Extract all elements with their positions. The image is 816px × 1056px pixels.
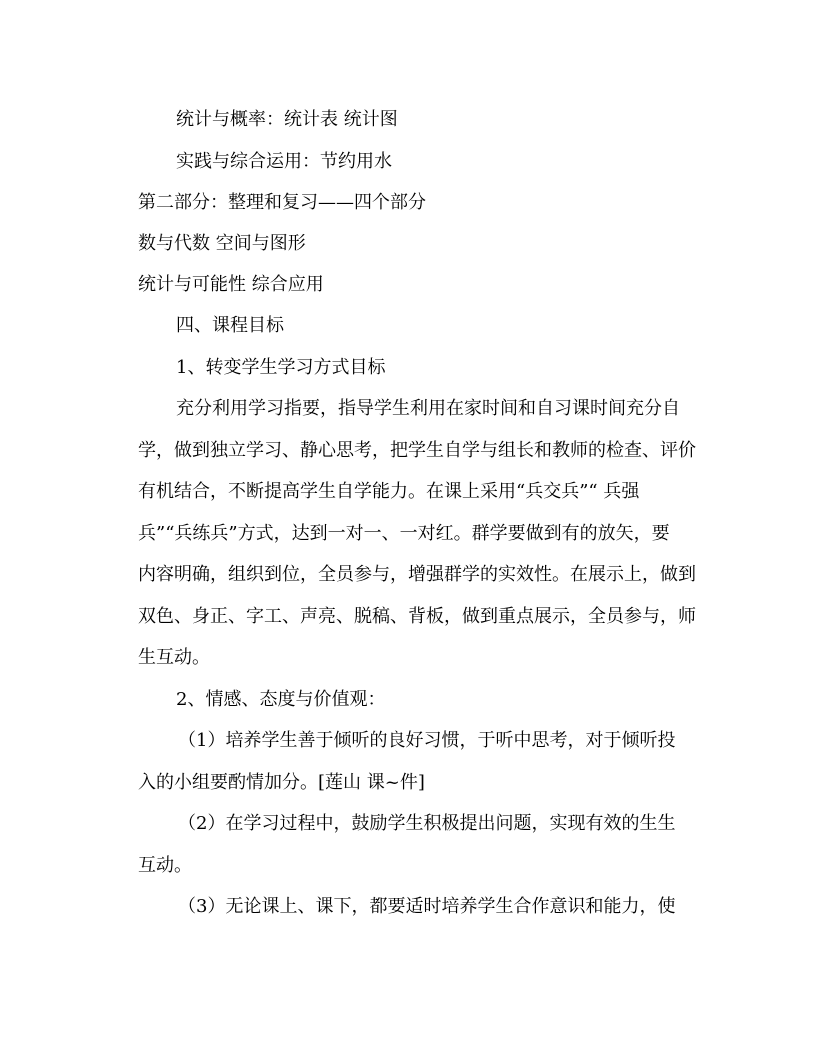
paragraph-line: 充分利用学习指要，指导学生利用在家时间和自习课时间充分自 [176,398,680,419]
text-line: 统计与可能性 综合应用 [138,274,324,295]
list-item-line: 互动。 [138,855,192,876]
text-line: 第二部分：整理和复习——四个部分 [138,192,426,213]
list-item-line: 入的小组要酌情加分。[莲山 课~件] [138,772,425,793]
list-item-line: （3）无论课上、课下，都要适时培养学生合作意识和能力，使 [178,896,676,917]
paragraph-line: 有机结合，不断提高学生自学能力。在课上采用“兵交兵”“ 兵强 [138,481,640,502]
text-line: 数与代数 空间与图形 [138,233,306,254]
paragraph-line: 双色、身正、字工、声亮、脱稿、背板，做到重点展示，全员参与，师 [138,606,696,627]
subsection-heading: 2、情感、态度与价值观： [176,689,386,710]
list-item-line: （2）在学习过程中，鼓励学生积极提出问题，实现有效的生生 [178,813,676,834]
paragraph-line: 内容明确，组织到位，全员参与，增强群学的实效性。在展示上，做到 [138,564,696,585]
paragraph-line: 兵”“兵练兵”方式，达到一对一、一对红。群学要做到有的放矢，要 [138,523,670,544]
list-item-line: （1）培养学生善于倾听的良好习惯，于听中思考，对于倾听投 [178,730,676,751]
paragraph-line: 生互动。 [138,647,210,668]
text-line: 统计与概率：统计表 统计图 [176,109,398,130]
subsection-heading: 1、转变学生学习方式目标 [176,357,386,378]
section-heading: 四、课程目标 [176,315,284,336]
paragraph-line: 学，做到独立学习、静心思考，把学生自学与组长和教师的检查、评价 [138,440,696,461]
text-line: 实践与综合运用：节约用水 [176,151,392,172]
